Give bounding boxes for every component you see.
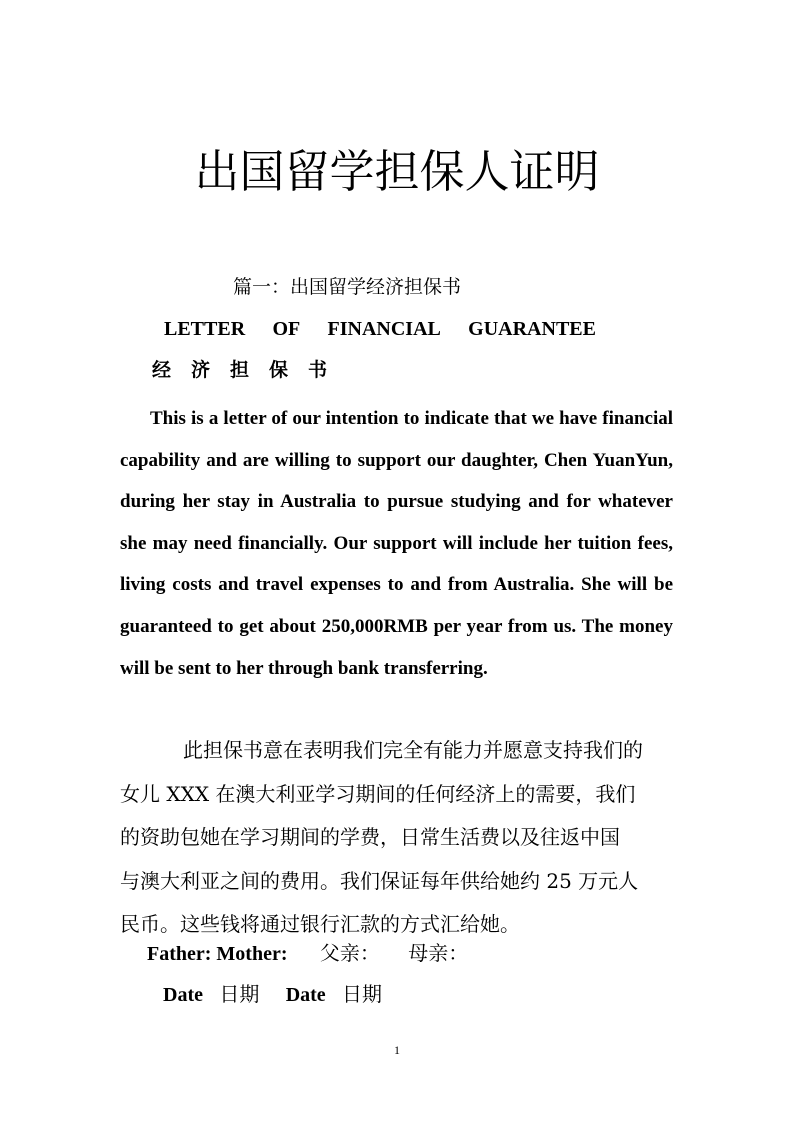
english-body-paragraph: This is a letter of our intention to indicate that we have financial capability and are willing to support our daughter, Chen YuanYun, during her stay in Australia to pursue studying and for whatever she may need financially. Our support will include her tuition fees, living costs and travel expenses to and from Australia. She will be guaranteed to get about 250,000RMB per year from us. The money will be sent to her through bank transferring.	[120, 408, 673, 679]
page-title: 出国留学担保人证明	[194, 145, 600, 198]
chinese-body-paragraph	[120, 729, 673, 947]
date-label-chinese: 日期	[219, 982, 260, 1006]
chinese-body-line: 此担保书意在表明我们完全有能力并愿意支持我们的	[183, 738, 643, 762]
chinese-body-line: 与澳大利亚之间的费用。我们保证每年供给她约 25 万元人	[120, 868, 639, 893]
page-number: 1	[394, 1043, 400, 1057]
letter-heading-word: LETTER	[164, 318, 246, 340]
letter-heading-word: OF	[272, 318, 301, 340]
letter-heading-word: FINANCIAL	[327, 318, 441, 340]
chinese-body-line: 民币。这些钱将通过银行汇款的方式汇给她。	[120, 912, 520, 936]
letter-heading-word: GUARANTEE	[468, 318, 596, 340]
mother-label-chinese: 母亲：	[408, 941, 469, 965]
signature-label-english: Father: Mother:	[147, 943, 288, 965]
section-subtitle: 篇一：出国留学经济担保书	[233, 276, 462, 298]
chinese-heading: 经济担保书	[152, 359, 348, 381]
chinese-body-line: 的资助包她在学习期间的学费，日常生活费以及往返中国	[120, 825, 620, 849]
chinese-body-line: 女儿 XXX 在澳大利亚学习期间的任何经济上的需要，我们	[120, 781, 636, 806]
date-label-english: Date	[163, 984, 203, 1006]
signature-line	[147, 939, 468, 968]
letter-heading	[164, 315, 596, 343]
date-label-english: Date	[285, 984, 326, 1006]
date-label-chinese: 日期	[342, 982, 383, 1006]
father-label-chinese: 父亲：	[319, 941, 380, 965]
date-line	[163, 980, 382, 1009]
